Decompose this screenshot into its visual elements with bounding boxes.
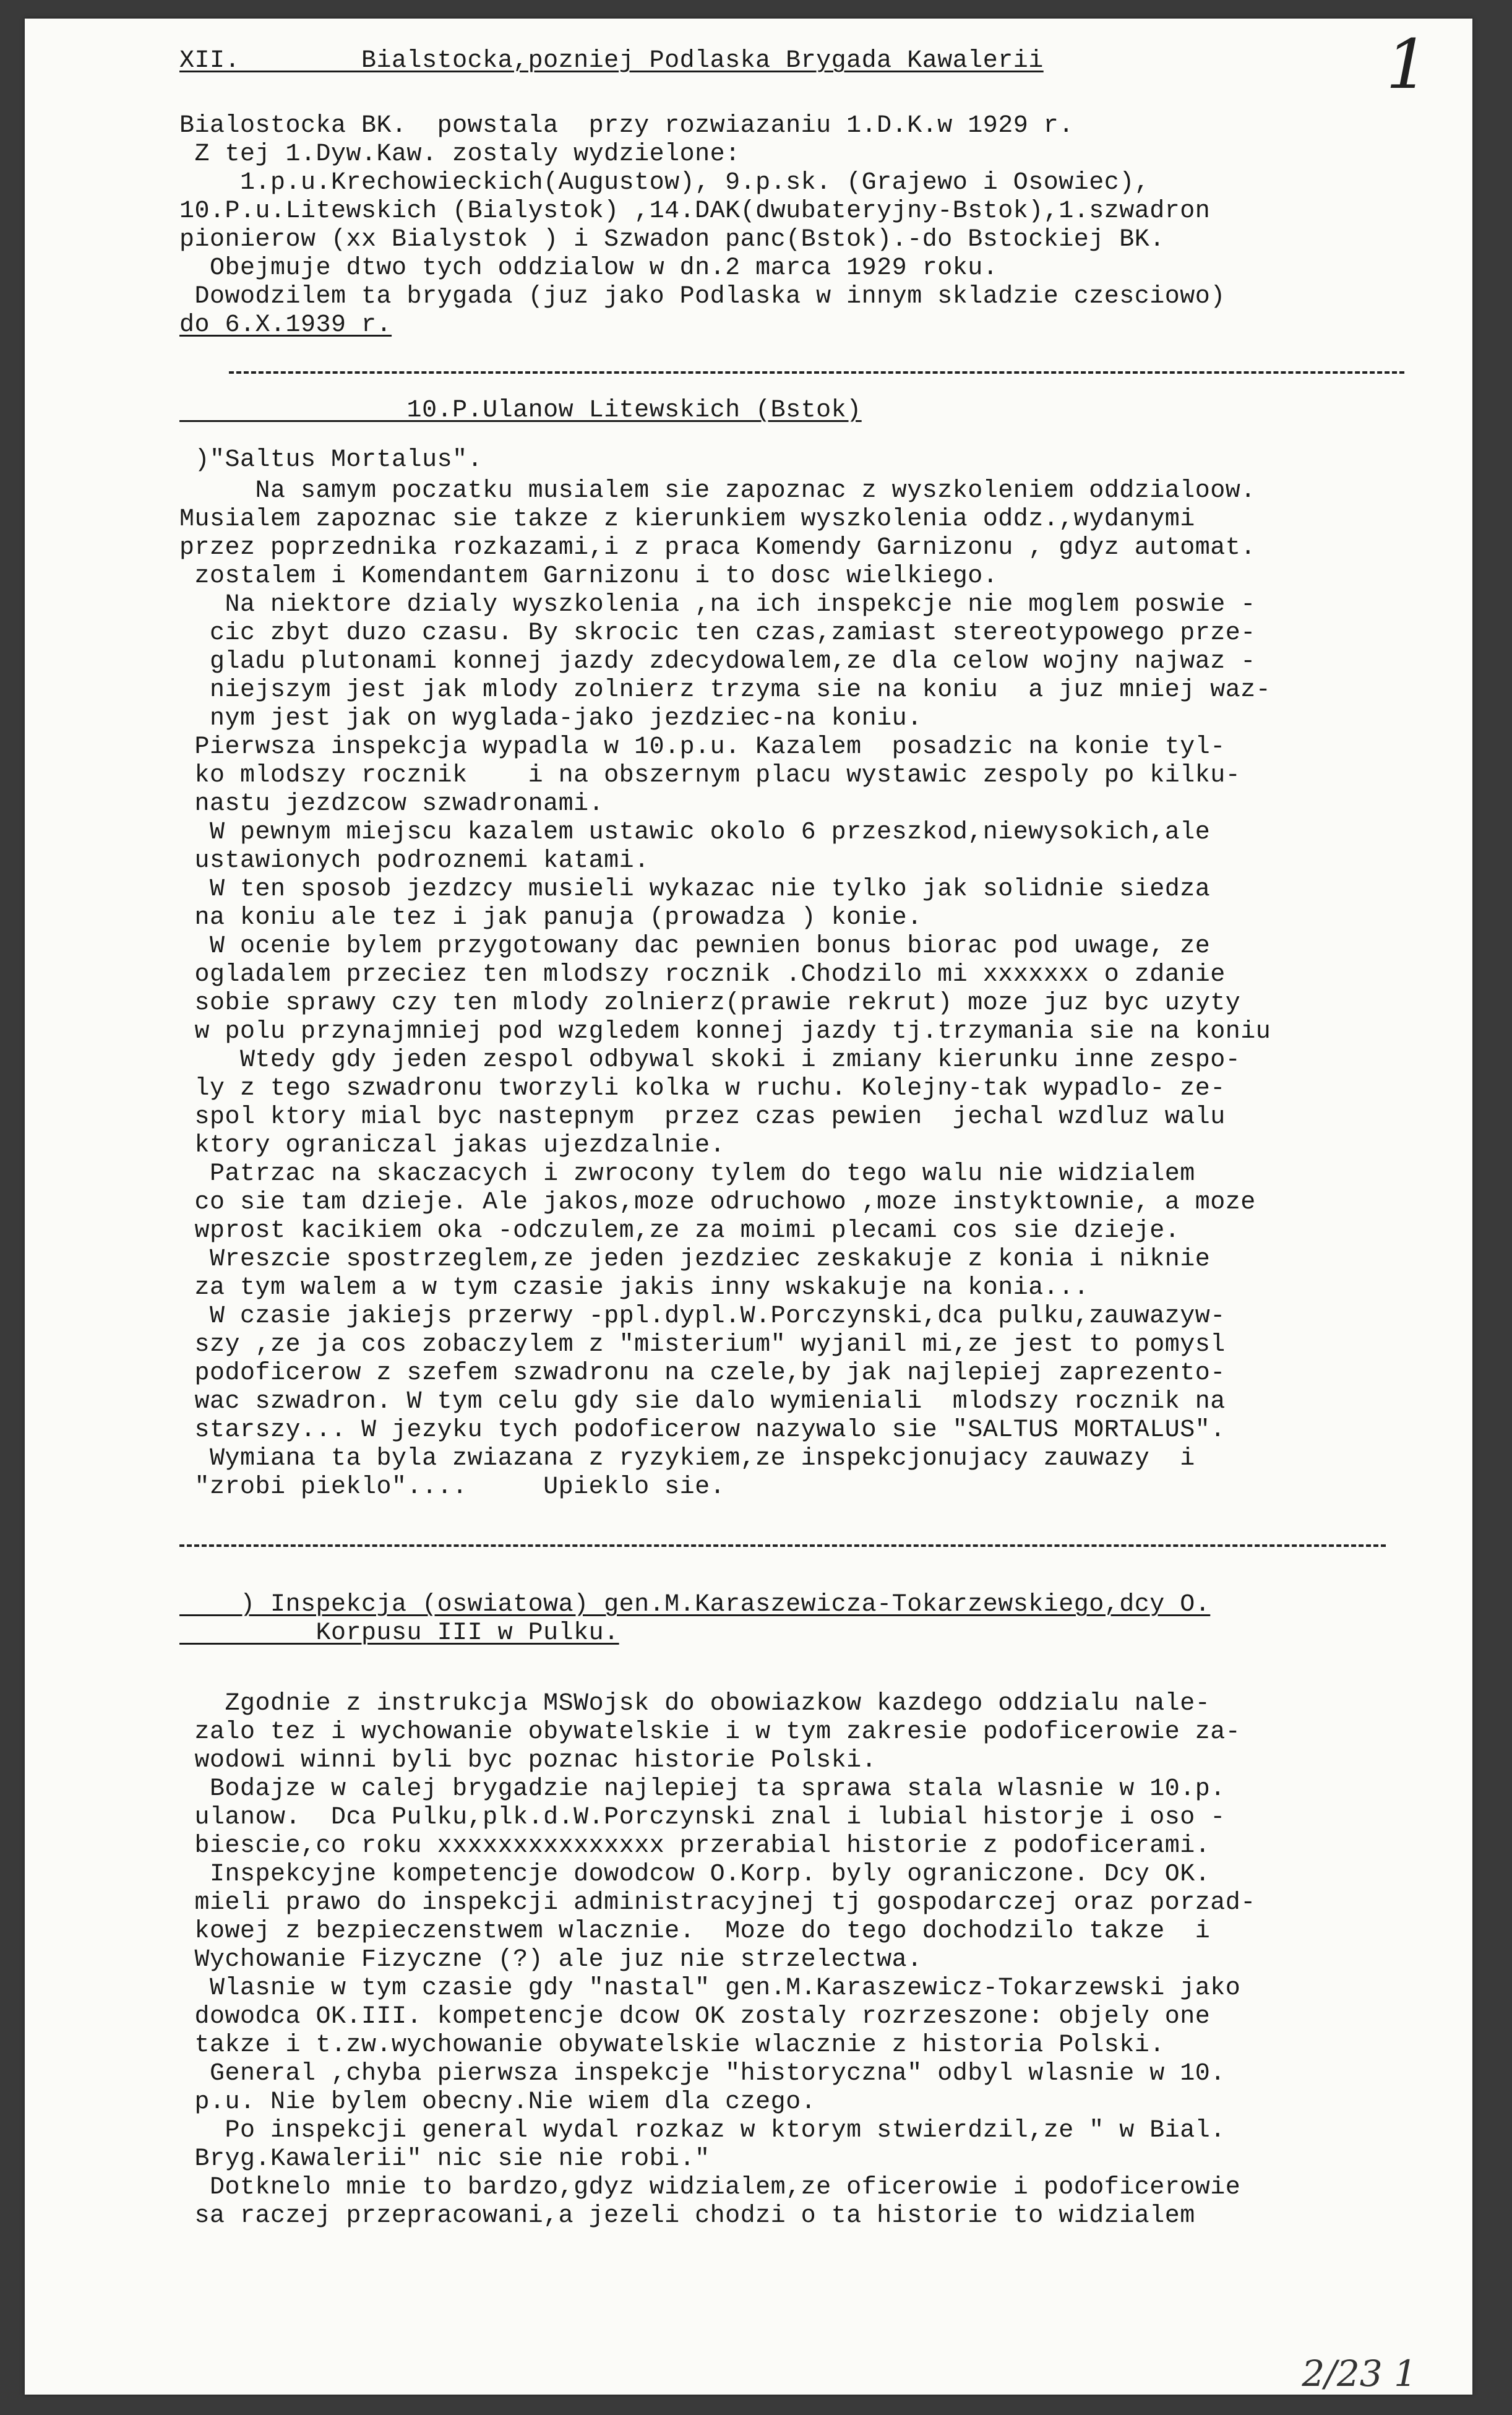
text-line: ulanow. Dca Pulku,plk.d.W.Porczynski znal i lubial historje i oso -	[179, 1804, 1226, 1832]
text-line: Patrzac na skaczacych i zwrocony tylem do tego walu nie widzialem	[179, 1160, 1195, 1188]
text-line: Wtedy gdy jeden zespol odbywal skoki i zmiany kierunku inne zespo-	[179, 1046, 1241, 1074]
text-line: kowej z bezpieczenstwem wlacznie. Moze do tego dochodzilo takze i	[179, 1918, 1211, 1945]
text-line: nym jest jak on wyglada-jako jezdziec-na koniu.	[179, 705, 922, 733]
text-line: pionierow (xx Bialystok ) i Szwadon panc(Bstok).-do Bstockiej BK.	[179, 226, 1165, 254]
text-line: Musialem zapoznac sie takze z kierunkiem wyszkolenia oddz.,wydanymi	[179, 506, 1195, 533]
text-line: sobie sprawy czy ten mlody zolnierz(prawie rekrut) moze juz byc uzyty	[179, 989, 1241, 1017]
text-line: W ocenie bylem przygotowany dac pewnien bonus biorac pod uwage, ze	[179, 932, 1211, 960]
text-line: zalo tez i wychowanie obywatelskie i w tym zakresie podoficerowie za-	[179, 1718, 1241, 1746]
text-line: Dowodzilem ta brygada (juz jako Podlaska w innym skladzie czesciowo)	[179, 283, 1226, 311]
text-line: Zgodnie z instrukcja MSWojsk do obowiazkow kazdego oddzialu nale-	[179, 1690, 1211, 1718]
text-line: za tym walem a w tym czasie jakis inny wskakuje na konia...	[179, 1274, 1089, 1302]
text-line: Wymiana ta byla zwiazana z ryzykiem,ze inspekcjonujacy zauwazy i	[179, 1445, 1195, 1473]
text-line: Bialostocka BK. powstala przy rozwiazaniu 1.D.K.w 1929 r.	[179, 112, 1074, 140]
text-line: wprost kacikiem oka -odczulem,ze za moimi plecami cos sie dzieje.	[179, 1217, 1180, 1245]
text-line: Obejmuje dtwo tych oddzialow w dn.2 marca 1929 roku.	[179, 254, 999, 282]
text-line: szy ,ze ja cos zobaczylem z "misterium" wyjanil mi,ze jest to pomysl	[179, 1331, 1226, 1359]
section-heading-continued: Korpusu III w Pulku.	[179, 1619, 619, 1647]
text-line: Wreszcie spostrzeglem,ze jeden jezdziec zeskakuje z konia i niknie	[179, 1246, 1211, 1273]
text-line: cic zbyt duzo czasu. By skrocic ten czas,zamiast stereotypowego prze-	[179, 619, 1256, 647]
text-line: niejszym jest jak mlody zolnierz trzyma sie na koniu a juz mniej waz-	[179, 676, 1271, 704]
text-line: mieli prawo do inspekcji administracyjnej tj gospodarczej oraz porzad-	[179, 1889, 1256, 1917]
text-line: spol ktory mial byc nastepnym przez czas pewien jechal wzdluz walu	[179, 1103, 1226, 1131]
text-line: gladu plutonami konnej jazdy zdecydowalem,ze dla celow wojny najwaz -	[179, 648, 1256, 676]
text-line: co sie tam dzieje. Ale jakos,moze odruchowo ,moze instyktownie, a moze	[179, 1189, 1256, 1216]
document-title: XII. Bialstocka,pozniej Podlaska Brygada Kawalerii	[179, 47, 1044, 75]
text-line: zostalem i Komendantem Garnizonu i to dosc wielkiego.	[179, 562, 999, 590]
text-line: General ,chyba pierwsza inspekcje "historyczna" odbyl wlasnie w 10.	[179, 2060, 1226, 2088]
text-line: Bodajze w calej brygadzie najlepiej ta sprawa stala wlasnie w 10.p.	[179, 1775, 1226, 1803]
text-line: starszy... W jezyku tych podoficerow nazywalo sie "SALTUS MORTALUS".	[179, 1416, 1226, 1444]
text-line: nastu jezdzcow szwadronami.	[179, 790, 604, 818]
text-line: p.u. Nie bylem obecny.Nie wiem dla czego.	[179, 2088, 817, 2116]
text-line: Na samym poczatku musialem sie zapoznac z wyszkoleniem oddzialoow.	[179, 477, 1256, 505]
text-line: przez poprzednika rozkazami,i z praca Komendy Garnizonu , gdyz automat.	[179, 534, 1256, 562]
text-line: Inspekcyjne kompetencje dowodcow O.Korp. byly ograniczone. Dcy OK.	[179, 1861, 1211, 1888]
text-line: Z tej 1.Dyw.Kaw. zostaly wydzielone:	[179, 140, 741, 168]
text-line: "zrobi pieklo".... Upieklo sie.	[179, 1473, 726, 1501]
text-line: Po inspekcji general wydal rozkaz w ktorym stwierdzil,ze " w Bial.	[179, 2117, 1226, 2145]
section-heading: 10.P.Ulanow Litewskich (Bstok)	[179, 397, 862, 424]
text-line: sa raczej przepracowani,a jezeli chodzi o ta historie to widzialem	[179, 2202, 1195, 2230]
text-line: biescie,co roku xxxxxxxxxxxxxxx przerabial historie z podoficerami.	[179, 1832, 1211, 1860]
text-line: Pierwsza inspekcja wypadla w 10.p.u. Kazalem posadzic na konie tyl-	[179, 733, 1226, 761]
text-line: Bryg.Kawalerii" nic sie nie robi."	[179, 2145, 710, 2173]
text-line: ustawionych podroznemi katami.	[179, 847, 650, 875]
text-line: takze i t.zw.wychowanie obywatelskie wlacznie z historia Polski.	[179, 2031, 1165, 2059]
text-line: w polu przynajmniej pod wzgledem konnej jazdy tj.trzymania sie na koniu	[179, 1018, 1271, 1046]
handwritten-mark: 2/23 1	[1302, 2353, 1417, 2395]
text-line: W pewnym miejscu kazalem ustawic okolo 6 przeszkod,niewysokich,ale	[179, 819, 1211, 846]
text-line: Wlasnie w tym czasie gdy "nastal" gen.M.Karaszewicz-Tokarzewski jako	[179, 1974, 1241, 2002]
page-number-mark: 1	[1386, 25, 1429, 104]
text-line: 10.P.u.Litewskich (Bialystok) ,14.DAK(dwubateryjny-Bstok),1.szwadron	[179, 197, 1211, 225]
subsection-heading: )"Saltus Mortalus".	[179, 446, 483, 474]
text-line: 1.p.u.Krechowieckich(Augustow), 9.p.sk. (Grajewo i Osowiec),	[179, 169, 1150, 197]
text-line: W ten sposob jezdzcy musieli wykazac nie tylko jak solidnie siedza	[179, 876, 1211, 903]
text-line: wac szwadron. W tym celu gdy sie dalo wymieniali mlodszy rocznik na	[179, 1388, 1226, 1416]
section-heading: ) Inspekcja (oswiatowa) gen.M.Karaszewicza-Tokarzewskiego,dcy O.	[179, 1591, 1211, 1619]
section-divider	[229, 371, 1404, 374]
document-page	[25, 19, 1472, 2395]
text-line: Na niektore dzialy wyszkolenia ,na ich inspekcje nie moglem poswie -	[179, 591, 1256, 619]
text-line: na koniu ale tez i jak panuja (prowadza ) konie.	[179, 904, 922, 932]
text-line: wodowi winni byli byc poznac historie Polski.	[179, 1747, 877, 1775]
text-line: ogladalem przeciez ten mlodszy rocznik .Chodzilo mi xxxxxxx o zdanie	[179, 961, 1226, 989]
text-line: ktory ograniczal jakas ujezdzalnie.	[179, 1132, 726, 1160]
text-line: do 6.X.1939 r.	[179, 311, 392, 339]
text-line: W czasie jakiejs przerwy -ppl.dypl.W.Porczynski,dca pulku,zauwazyw-	[179, 1302, 1226, 1330]
text-line: ly z tego szwadronu tworzyli kolka w ruchu. Kolejny-tak wypadlo- ze-	[179, 1075, 1226, 1103]
text-line: Dotknelo mnie to bardzo,gdyz widzialem,ze oficerowie i podoficerowie	[179, 2174, 1241, 2202]
section-divider	[179, 1544, 1386, 1547]
text-line: ko mlodszy rocznik i na obszernym placu wystawic zespoly po kilku-	[179, 762, 1241, 790]
text-line: podoficerow z szefem szwadronu na czele,by jak najlepiej zaprezento-	[179, 1359, 1226, 1387]
text-line: Wychowanie Fizyczne (?) ale juz nie strzelectwa.	[179, 1946, 922, 1974]
text-line: dowodca OK.III. kompetencje dcow OK zostaly rozrzeszone: objely one	[179, 2003, 1211, 2031]
